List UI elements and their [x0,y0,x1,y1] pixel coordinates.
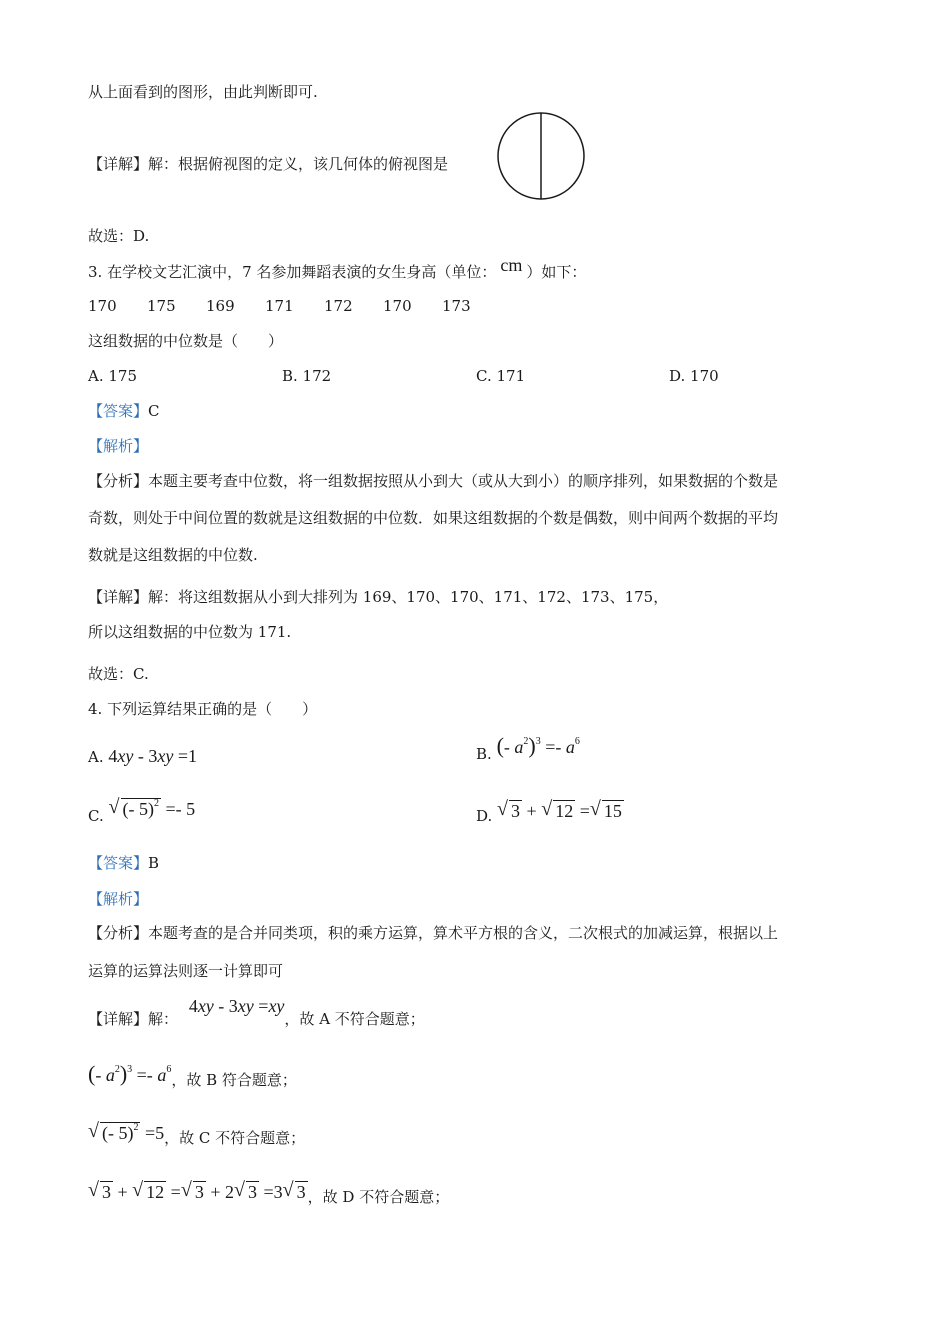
q4-answer [88,853,159,873]
height-value: 170 [88,297,117,315]
q3-choice: 故选：C. [88,665,149,683]
answer-tag: 【答案】 [88,854,149,872]
q4-fenxi-line1 [88,923,778,943]
formula: √ 3 + √ 12 =√ 15 [497,801,624,821]
q4-option-a [88,746,197,767]
q2-choice: 故选：D. [88,227,150,245]
fenxi-text: 本题考查的是合并同类项，积的乘方运算，算术平方根的含义，二次根式的加减运算，根据以上 [148,924,779,942]
q3-stem [88,255,587,282]
q3-option-c: C. 171 [476,367,526,385]
paragraph: 从上面看到的图形，由此判断即可. [88,83,318,101]
height-value: 171 [265,297,294,315]
height-value: 173 [442,297,471,315]
detail-a-text: ，故 A 不符合题意； [284,1010,425,1028]
q4-detail-a [88,996,425,1029]
option-label: A. [88,748,104,766]
top-view-circle-figure [495,112,589,202]
heights-row [88,296,501,316]
option-label: C. [88,807,104,825]
q4-fenxi-line2: 运算的运算法则逐一计算即可 [88,962,284,980]
q4-detail-c [88,1122,306,1148]
fenxi-tag: 【分析】 [88,924,149,942]
formula: (- $a^2)^3 =- a^6$ [496,733,580,758]
formula: 4xy - 3xy =xy [188,996,285,1016]
q3-option-a: A. 175 [88,367,137,385]
detail-c-text: ，故 C 不符合题意； [164,1129,306,1147]
formula: (- $a^2)^3 =- a^6$ [88,1061,172,1086]
q4-option-c [88,798,196,826]
unit: cm [500,255,523,275]
detail-tag: 【详解】 [88,588,149,606]
height-value: 169 [206,297,235,315]
q4-detail-d [88,1182,450,1207]
q4-option-d [476,801,624,826]
q3-fenxi-line1 [88,471,778,491]
q3-option-d: D. 170 [669,367,719,385]
q3-fenxi-line2: 奇数，则处于中间位置的数就是这组数据的中位数．如果这组数据的个数是偶数，则中间两个数据的平均 [88,509,779,527]
height-value: 175 [147,297,176,315]
formula: √ (- 5)$^2$ =5 [88,1123,164,1143]
answer-value: C [148,402,160,420]
answer-tag: 【答案】 [88,402,149,420]
detail-text: 解：根据俯视图的定义，该几何体的俯视图是 [148,155,449,173]
q3-question: 这组数据的中位数是（ ） [88,332,284,350]
option-label: D. [476,807,493,825]
height-value: 172 [324,297,353,315]
q3-option-b: B. 172 [282,367,332,385]
q4-stem: 4. 下列运算结果正确的是（ ） [88,700,318,718]
formula: √ (- 5)$^2$ =- 5 [109,799,196,819]
detail-b-text: ，故 B 符合题意； [171,1071,297,1089]
q4-detail-b [88,1061,297,1090]
fenxi-text: 本题主要考查中位数，将一组数据按照从小到大（或从大到小）的顺序排列，如果数据的个数是 [148,472,779,490]
q3-analysis-tag: 【解析】 [88,437,149,455]
q3-answer [88,401,160,421]
detail-lead: 解： [148,1010,179,1028]
formula: 4xy - 3xy =1 [108,746,198,766]
q3-stem-text: 3. 在学校文艺汇演中，7 名参加舞蹈表演的女生身高（单位： [88,263,497,281]
height-value: 170 [383,297,412,315]
q3-detail-line2: 所以这组数据的中位数为 171. [88,623,292,641]
q3-fenxi-line3: 数就是这组数据的中位数. [88,546,258,564]
detail-tag: 【详解】 [88,1010,149,1028]
formula: √ 3 + √ 12 =√ 3 + 2√ 3 =3√ 3 [88,1182,308,1202]
q2-detail [88,154,448,174]
fenxi-tag: 【分析】 [88,472,149,490]
q3-stem-end: ）如下： [526,263,587,281]
option-label: B. [476,745,492,763]
q4-option-b [476,733,580,764]
answer-value: B [148,854,160,872]
detail-text: 解：将这组数据从小到大排列为 169、170、170、171、172、173、175， [148,588,669,606]
detail-d-text: ，故 D 不符合题意； [307,1188,450,1206]
q3-detail-line1 [88,587,668,607]
q4-analysis-tag: 【解析】 [88,890,149,908]
detail-tag: 【详解】 [88,155,149,173]
